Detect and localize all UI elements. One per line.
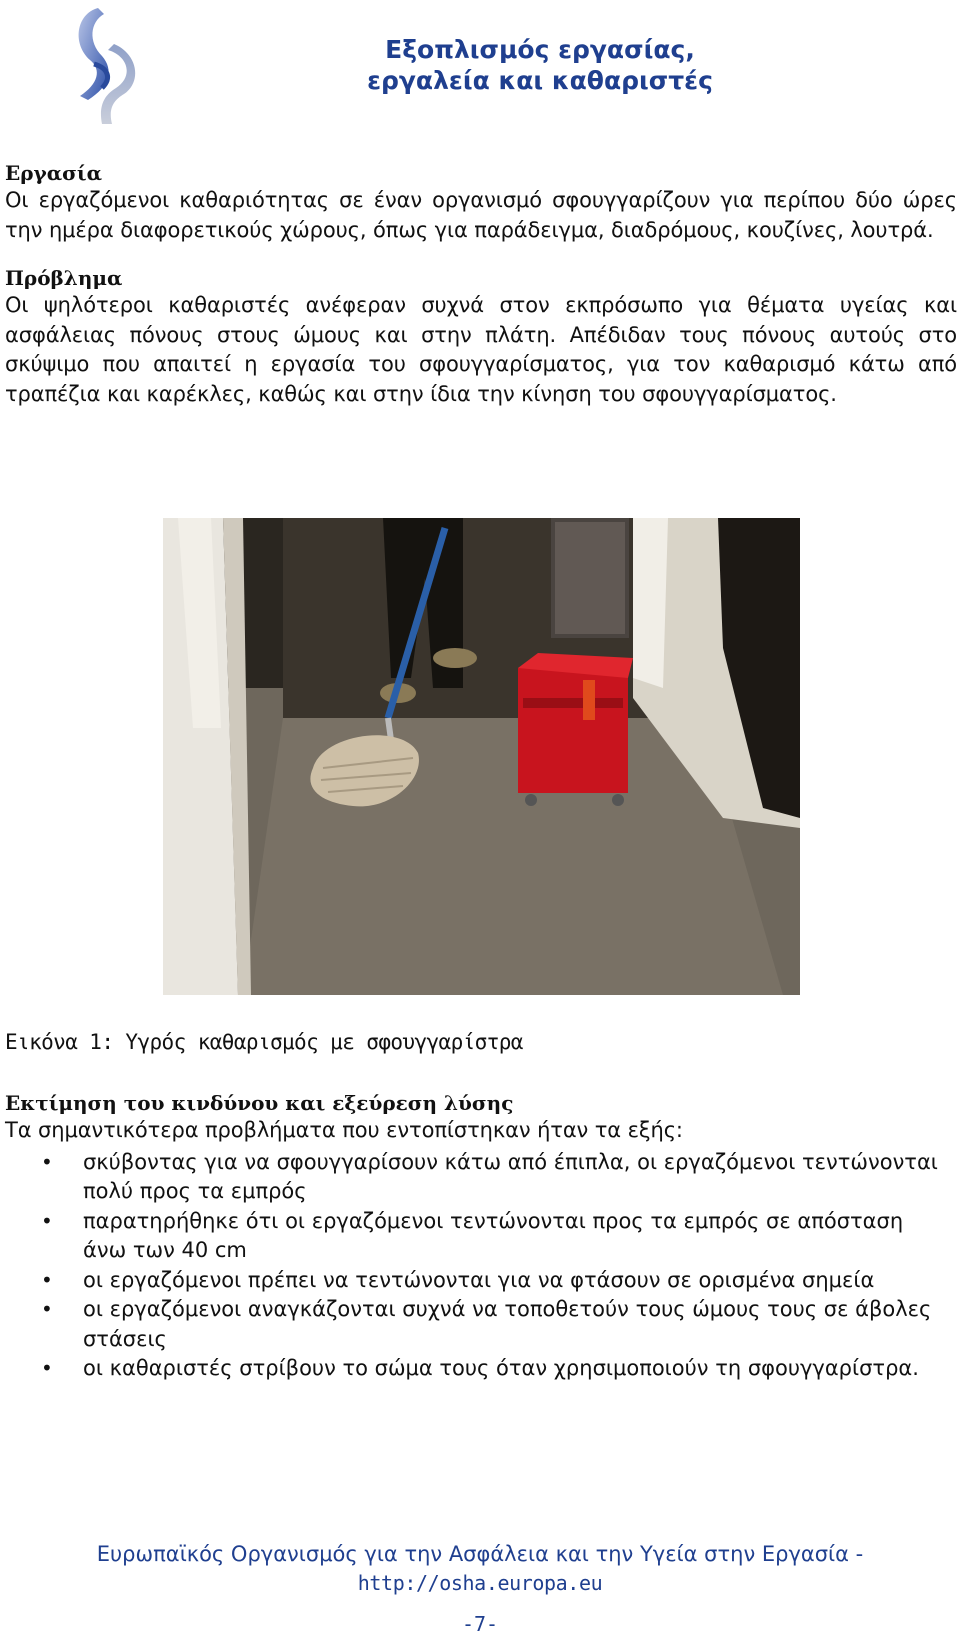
page-number: -7- (461, 1612, 499, 1636)
page-footer (0, 1540, 960, 1598)
page-header-title (290, 34, 790, 96)
risk-bullet-list (5, 1148, 957, 1384)
list-item: • οι καθαριστές στρίβουν το σώμα τους όταν χρησιμοποιούν τη σφουγγαρίστρα. (5, 1354, 957, 1384)
section-text-risk-intro: Τα σημαντικότερα προβλήματα που εντοπίστηκαν ήταν τα εξής: (5, 1118, 683, 1142)
bullet-icon: • (41, 1208, 53, 1233)
mopping-photo (163, 518, 800, 995)
osha-logo-icon (58, 4, 142, 128)
list-item: • σκύβοντας για να σφουγγαρίσουν κάτω από έπιπλα, οι εργαζόμενοι τεντώνονται πολύ προς τα εμπρός (41, 1149, 938, 1203)
list-item: • παρατηρήθηκε ότι οι εργαζόμενοι τεντώνονται προς τα εμπρός σε απόσταση άνω των 40 cm (41, 1208, 904, 1262)
header-title-line-2: εργαλεία και καθαριστές (367, 66, 713, 95)
section-heading-work: Εργασία (5, 161, 102, 185)
bullet-icon: • (41, 1356, 53, 1380)
bullet-icon: • (41, 1297, 53, 1321)
bullet-icon: • (41, 1149, 53, 1174)
section-heading-problem: Πρόβλημα (5, 266, 123, 290)
footer-url-link[interactable]: http://osha.europa.eu (357, 1571, 603, 1595)
bullet-icon: • (41, 1267, 53, 1292)
header-title-line-1: Εξοπλισμός εργασίας, (385, 35, 695, 64)
main-content (5, 160, 957, 409)
footer-organization: Ευρωπαϊκός Οργανισμός για την Ασφάλεια και την Υγεία στην Εργασία - (96, 1542, 864, 1566)
section-heading-risk: Εκτίμηση του κινδύνου και εξεύρεση λύσης (5, 1091, 514, 1115)
list-item: • οι εργαζόμενοι αναγκάζονται συχνά να τοποθετούν τους ώμους τους σε άβολες στάσεις (41, 1297, 932, 1351)
section-text-work: Οι εργαζόμενοι καθαριότητας σε έναν οργανισμό σφουγγαρίζουν για περίπου δύο ώρες την ημέρα διαφορετικούς χώρους, όπως για παράδειγμα, διαδρόμους, κουζίνες, λουτρά. (5, 188, 957, 242)
list-item: • οι εργαζόμενοι πρέπει να τεντώνονται για να φτάσουν σε ορισμένα σημεία (5, 1266, 957, 1296)
section-text-problem: Οι ψηλότεροι καθαριστές ανέφεραν συχνά στον εκπρόσωπο για θέματα υγείας και ασφάλειας πόνους στους ώμους και στην πλάτη. Απέδιδαν τους πόνους αυτούς στο σκύψιμο που απαιτεί η εργασία του σφουγγαρίσματος, για τον καθαρισμό κάτω από τραπέζια και καρέκλες, καθώς και στην ίδια την κίνηση του σφουγγαρίσματος. (5, 293, 957, 406)
risk-section (5, 1090, 957, 1384)
figure-caption: Εικόνα 1: Υγρός καθαρισμός με σφουγγαρίστρα (5, 1030, 523, 1054)
